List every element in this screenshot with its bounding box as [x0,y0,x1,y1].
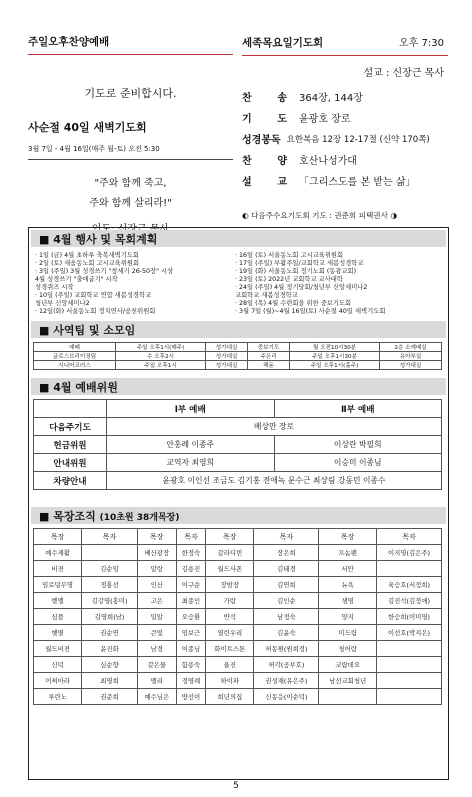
worship-span-cell: 배상만 장로 [107,418,442,436]
pastoral-cell: 허각(공부호) [254,657,319,673]
events-band [31,230,446,247]
pastoral-cell: 이지영(김은주) [376,545,441,561]
service-label-char: 교 [277,177,287,188]
service-row [242,152,357,167]
dawn-prayer-title: 사순절 40일 새벽기도회 [28,121,147,134]
preacher-text: 설교 : 신장근 목사 [363,68,444,79]
service-row [242,173,415,188]
group-cell: 수 오후2시 [116,352,206,361]
pastoral-row [34,673,442,689]
service-value: 「그리스도를 본 받는 삶」 [299,177,416,188]
thursday-service-column [242,34,448,220]
worship-table [33,399,442,490]
events-left-list [35,252,173,316]
pastoral-cell: 장은희 [254,545,319,561]
worship-row [34,454,442,472]
pastoral-row [34,641,442,657]
pastoral-cell: 화이트스톤 [206,641,254,657]
pastoral-cell: 예수님은 [137,689,176,705]
event-line: · 19일 (화) 서울동노회 정기노회 (동광교회) [235,268,357,275]
group-cell: 주일 오후1시30분 [290,352,380,361]
pastoral-cell: 남선교회청년 [319,673,377,689]
pastoral-head-row [34,529,442,545]
pastoral-row [34,657,442,673]
pastoral-head-cell: 목자 [82,529,138,545]
pastoral-cell: 이선호(박지은) [376,625,441,641]
event-line: 교회학교 새봄성경학교 [235,292,298,299]
pastoral-cell: 임로덩무명 [34,577,82,593]
pastoral-cell: 희년의집 [206,689,254,705]
service-row [242,89,363,104]
event-line: · 23일 (토) 2022년 교회학교 교사대학 [235,276,343,283]
pastoral-cell: 권준희 [82,689,138,705]
group-cell: 주일 오후1시(홀주) [290,361,380,370]
bulletin-frame [28,227,449,780]
pastoral-cell: 비젼 [34,561,82,577]
worship-cell-2: 이승미 이종님 [274,454,442,472]
pastoral-cell: 가람 [206,593,254,609]
group-cell: 예배 [34,343,116,352]
worship-row [34,436,442,454]
pastoral-row [34,689,442,705]
pastoral-cell: 말랑 [137,561,176,577]
event-line: · 2일 (토) 새움동노회 고시교육위원회 [35,260,140,267]
group-row [34,352,442,361]
group-cell: 주은리 [248,352,290,361]
pastoral-cell: 장밤장 [206,577,254,593]
pastoral-cell: 반석 [206,609,254,625]
event-line: · 16일 (토) 서울동노회 고시교육위원회 [235,252,344,259]
event-line: · 28일 (목) 4월 수련회을 위한 중보기도회 [235,300,352,307]
worship-title: ■ 4월 예배위원 [39,381,118,394]
pastoral-cell [376,641,441,657]
pastoral-cell: 이종님 [176,641,206,657]
pastoral-cell: 신덕 [34,657,82,673]
service-row [242,131,430,146]
pastoral-cell: 신동응(이순덕) [254,689,319,705]
pastoral-head-cell: 목장 [206,529,254,545]
pastoral-head-cell: 목자 [254,529,319,545]
pastoral-cell: 남경 [137,641,176,657]
thursday-service-title: 세족목요일기도회 [242,37,324,49]
pastoral-cell: 하이파 [206,673,254,689]
pastoral-cell [376,673,441,689]
groups-table [33,342,442,370]
worship-head-cell: Ⅰ부 예배 [107,400,275,418]
pastoral-row [34,545,442,561]
pastoral-row [34,593,442,609]
event-line: · 12일(화) 서울동노회 정치연사/공천위원회 [35,308,156,315]
worship-row [34,472,442,490]
pastoral-cell: 최영희 [82,673,138,689]
pastoral-cell: 양지 [319,609,377,625]
pastoral-cell: 심순향 [82,657,138,673]
worship-cell-2: 이상란 박필희 [274,436,442,454]
service-value: 윤광호 장로 [299,114,351,125]
pastoral-cell: 멜리 [137,673,176,689]
pastoral-cell: 월드비젼 [34,641,82,657]
event-line: · 17일 (주일) 부활주일/교회학교 새봄성경학교 [235,260,364,267]
thursday-title-rule [242,55,448,56]
pastoral-title-main: ■ 목장조직 [39,510,96,523]
event-line: 성경퀴즈 시작 [35,284,74,291]
pastoral-cell: 심플 [34,609,82,625]
service-value: 요한복음 12장 12-17절 (신약 170쪽) [286,134,430,145]
service-value: 364장, 144장 [299,93,363,104]
pastoral-cell: 월드사폰 [206,561,254,577]
pastoral-cell: 정홍선 [82,577,138,593]
pastoral-cell: 이찌아라 [34,673,82,689]
pastoral-cell: 권성재(유은주) [254,673,319,689]
pastoral-cell: 남정숙 [254,609,319,625]
pastoral-cell: 루란노 [34,689,82,705]
service-label-char: 설 [242,177,252,188]
pastoral-cell: 김윤숙 [254,625,319,641]
prayer-ready-text: 기도로 준비합시다. [84,87,177,100]
thursday-header [242,34,448,50]
worship-band [31,378,446,395]
group-cell: 2층 소예배실 [380,343,442,352]
pastoral-row [34,561,442,577]
pastoral-head-cell: 목장 [319,529,377,545]
service-label-char: 찬 [242,156,252,167]
service-label-char: 송 [277,93,287,104]
service-label [242,152,287,167]
pastoral-cell: 윤진화 [82,641,138,657]
pastoral-row [34,609,442,625]
pastoral-cell: 미드림 [319,625,377,641]
pastoral-head-cell: 목자 [176,529,206,545]
worship-head-row [34,400,442,418]
group-cell: 성가대실 [206,352,248,361]
pastoral-cell: 함용숙 [176,657,206,673]
pastoral-head-cell: 목장 [137,529,176,545]
pastoral-cell: 한승희(이미영) [376,609,441,625]
pastoral-cell: 큰빛 [137,625,176,641]
service-label-char: 찬 [242,93,252,104]
pastoral-cell: 허동원(원희정) [254,641,319,657]
event-line: · 1일 (금) 4월 초하루 축복새벽기도회 [35,252,140,259]
pastoral-title [39,508,179,524]
pastoral-head-cell: 목장 [34,529,82,545]
pastoral-cell: 율진 [206,657,254,673]
pastoral-cell: 김태경 [254,561,319,577]
pastoral-cell: 햇볕 [34,625,82,641]
quote-line-2: 주와 함께 살리라!" [89,198,172,209]
pastoral-cell: 방선이 [176,689,206,705]
pastoral-cell: 오승환 [176,609,206,625]
order-of-service [242,79,448,199]
thursday-service-time: 오후 7:30 [399,38,444,49]
pastoral-cell: 갈라디빈 [206,545,254,561]
pastoral-cell [376,561,441,577]
group-row [34,361,442,370]
service-label [242,131,281,146]
service-label [242,89,287,104]
service-label-char: 양 [277,156,287,167]
pastoral-cell [376,689,441,705]
pastoral-cell: 벧엘 [34,593,82,609]
group-cell: 해돋 [248,361,290,370]
events-title: ■ 4월 행사 및 목회계획 [39,233,158,246]
pastoral-cell: 뉴욕 [319,577,377,593]
group-cell: 월 오전10시30분 [290,343,380,352]
group-cell: 중보기도 [248,343,290,352]
afternoon-service-title: 주일오후찬양예배 [28,36,110,48]
pastoral-cell: 갈은물 [137,657,176,673]
group-cell: 성가대실 [380,361,442,370]
pastoral-cell: 코랍데오 [319,657,377,673]
event-line: · 3월 7일 (월)~4월 16일(토) 사순절 40일 새벽기도회 [235,308,386,315]
events-right-list [235,252,385,316]
pastoral-cell: 정영례 [176,673,206,689]
event-line: · 10일 (주일) 교회학교 연합 새봄성경학교 [35,292,152,299]
pastoral-row [34,625,442,641]
pastoral-cell: 이구순 [176,577,206,593]
event-line: 4월 성경쓰기 "출애굽기" 시작 [35,276,118,283]
pastoral-cell: 임보근 [176,625,206,641]
group-row [34,343,442,352]
pastoral-cell: 김강영(홍미) [82,593,138,609]
pastoral-cell: 고은 [137,593,176,609]
pastoral-cell: 김영희(남) [82,609,138,625]
quote-line-1: "주와 함께 죽고, [94,178,167,189]
service-label-char: 도 [277,114,287,125]
pastoral-row [34,577,442,593]
pastoral-cell: 샘명 [319,593,377,609]
worship-row-label: 다음주기도 [34,418,107,436]
service-row [242,110,350,125]
pastoral-cell: 베산광장 [137,545,176,561]
groups-band [31,321,446,338]
group-cell: 주일 오후1시(매주) [116,343,206,352]
group-cell: 주일 오후1시 [116,361,206,370]
afternoon-service-column [28,34,233,235]
pastoral-cell: 김순임 [82,561,138,577]
pastoral-cell: 프놈펜 [319,545,377,561]
event-line: 청년부 신앙세미나2 [35,300,90,307]
service-label-char: 성경봉독 [242,135,281,146]
pastoral-cell: 김용진 [176,561,206,577]
worship-cell-1: 안홍례 이종주 [107,436,275,454]
worship-row [34,418,442,436]
pastoral-cell: 김연희 [254,577,319,593]
pastoral-cell: 밀알 [137,609,176,625]
afternoon-title-rule [28,54,233,55]
event-line: · 24일 (주일) 4월 정기당회/청년부 신앙세미나2 [235,284,368,291]
pastoral-cell [376,657,441,673]
worship-head-cell: Ⅱ부 예배 [274,400,442,418]
next-prayer-note: ◐ 다음주수요기도회 기도 : 권준희 피택권사 ◑ [242,211,397,220]
event-line: · 3일 (주일) 3월 성경쓰기 "창세기 26-50장" 시상 [35,268,174,275]
service-label [242,110,287,125]
pastoral-cell: 청어람 [319,641,377,657]
pastoral-title-sub: (10초원 38개목장) [99,513,180,523]
pastoral-cell: 한정숙 [176,545,206,561]
pastoral-cell: 예수재활 [34,545,82,561]
quote-block [28,174,233,214]
pastoral-cell: 김진석(김정애) [376,593,441,609]
pastoral-cell: 최종인 [176,593,206,609]
service-label-char: 기 [242,114,252,125]
pastoral-cell: 권순연 [82,625,138,641]
group-cell: 유아부실 [380,352,442,361]
group-cell: 성가대실 [206,361,248,370]
worship-row-label: 안내위원 [34,454,107,472]
pastoral-cell: 육승호(서정희) [376,577,441,593]
group-cell: 성가대실 [206,343,248,352]
worship-span-cell: 윤광호 이인선 조금도 김기홍 전애녹 문수근 최상림 강동민 이종수 [107,472,442,490]
pastoral-cell: 열린우리 [206,625,254,641]
pastoral-cell: 인산 [137,577,176,593]
groups-title: ■ 사역팀 및 소모임 [39,324,136,337]
worship-row-label: 차량안내 [34,472,107,490]
pastoral-cell [319,689,377,705]
pastoral-table [33,528,442,705]
worship-row-label: 헌금위원 [34,436,107,454]
page-number: 5 [233,781,239,791]
pastoral-cell: 서안 [319,561,377,577]
service-value: 호산나성가대 [299,156,357,167]
worship-cell-1: 교역자 최영희 [107,454,275,472]
pastoral-cell [82,545,138,561]
group-cell: 시니어코러스 [34,361,116,370]
group-cell: 글로스브리이징팀 [34,352,116,361]
pastoral-cell: 김인순 [254,593,319,609]
dawn-prayer-schedule: 3월 7일 - 4월 16일(매주 월-토) 오전 5:30 [28,144,233,160]
pastoral-head-cell: 목자 [376,529,441,545]
worship-head-blank [34,400,107,418]
service-label [242,173,287,188]
pastoral-band [31,507,446,524]
